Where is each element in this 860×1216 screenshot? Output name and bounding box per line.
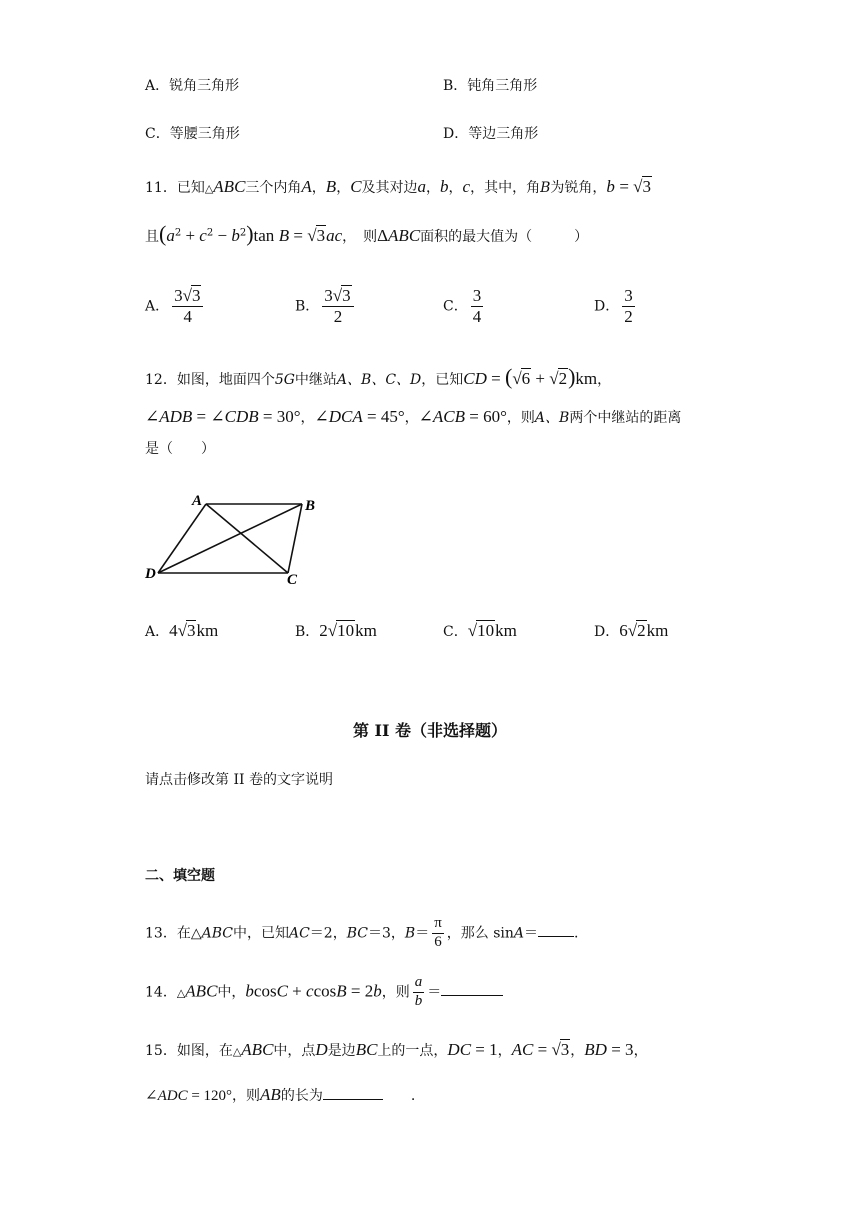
section-title: 第 II 卷（非选择题）	[352, 721, 508, 740]
section-note: 请点击修改第 II 卷的文字说明	[145, 772, 333, 788]
q12-line-1: 12．如图，地面四个5G中继站A、B、C、D，已知CD = (√6 + √2)km，	[145, 364, 612, 389]
q11-option-a: A． $\frac{3√3}{4}$	[145, 287, 206, 326]
fill-blank-heading: 二、填空题	[145, 868, 215, 884]
q11-line-1: 11．已知△ABC三个内角A，B，C及其对边a，b，c，其中，角B为锐角，b = √3	[145, 177, 651, 196]
q12-option-b: B．2√10km	[295, 621, 377, 640]
q10-option-d: D．等边三角形	[443, 126, 539, 142]
vertex-label-d: D	[145, 566, 156, 582]
q10-option-a: A．锐角三角形	[145, 78, 240, 94]
q12-line-2: ∠ADB = ∠CDB = 30°，∠DCA = 45°，∠ACB = 60°，则A、B两个中继站的距离	[145, 407, 682, 426]
vertex-label-c: C	[287, 572, 298, 588]
answer-blank[interactable]	[538, 924, 574, 937]
vertex-label-b: B	[305, 498, 316, 514]
q11-option-d: D． $\frac{3}{2}$	[594, 286, 633, 326]
segment-ad	[158, 504, 206, 573]
q11-option-b: B． $\frac{3√3}{2}$	[295, 287, 357, 326]
answer-blank[interactable]	[323, 1087, 383, 1100]
q12-option-d: D．6√2km	[594, 621, 669, 640]
q14-line: 14．△ABC中，bcosC + ccosB = 2b，则 $\frac{a}{b}$ ＝	[145, 975, 503, 1010]
q13-line: 13．在△ABC中，已知AC＝2，BC＝3，B＝ $\frac{\pi}{6}$ ，那么 sinA＝ .	[145, 915, 579, 950]
q11-option-c: C． $\frac{3}{4}$	[443, 286, 482, 326]
answer-blank[interactable]	[441, 983, 503, 996]
q12-option-a: A．4√3km	[145, 621, 219, 640]
q10-option-c: C．等腰三角形	[145, 126, 240, 142]
q12-option-c: C．√10km	[443, 621, 517, 640]
q11-line-2: 且$(a^2 + c^2 - b^2)\tan$ B = √3ac， 则ΔABC面积的最大值为（ ）	[145, 221, 589, 246]
q12-line-3: 是（ ）	[145, 441, 215, 457]
vertex-label-a: A	[192, 493, 203, 509]
diagonal-ac	[206, 504, 288, 573]
q15-line-2: ∠ADC = 120°，则AB的长为 .	[145, 1085, 416, 1104]
diagonal-bd	[158, 504, 302, 573]
quadrilateral-figure	[140, 488, 330, 588]
q10-option-b: B．钝角三角形	[443, 78, 538, 94]
segment-bc	[288, 504, 302, 573]
q15-line-1: 15．如图，在△ABC中，点D是边BC上的一点，DC = 1，AC = √3，BD = 3，	[145, 1040, 648, 1059]
